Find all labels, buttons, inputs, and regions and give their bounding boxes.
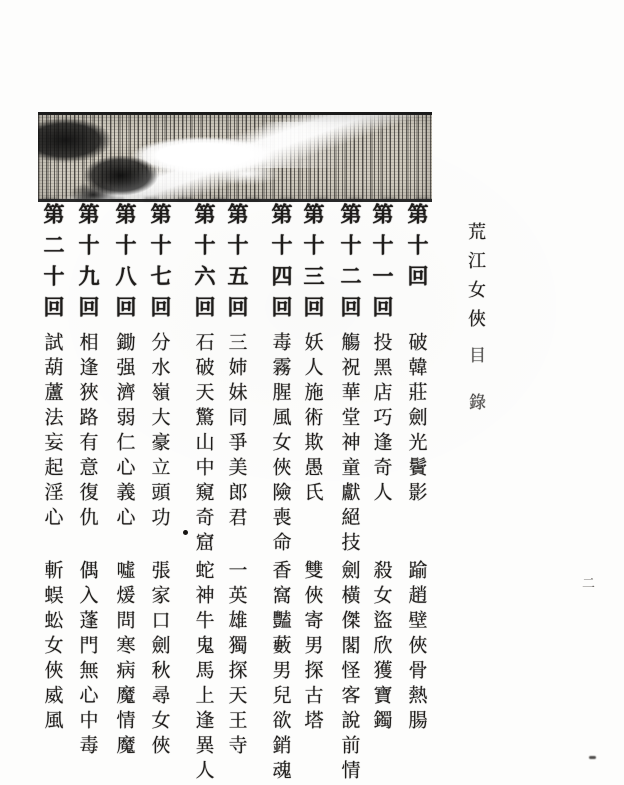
- chapter-number: 第十二回: [338, 203, 362, 327]
- chapter-title-upper: 觴祝華堂神童獻絕技: [338, 332, 361, 557]
- chapter-column-12: [335, 203, 365, 785]
- chapter-title-upper: 妖人施術欺愚氏: [301, 332, 324, 507]
- chapter-number: 第十三回: [301, 203, 325, 327]
- chapter-column-16: [189, 203, 219, 785]
- chapter-title-upper: 試葫蘆法妄起淫心: [41, 332, 64, 532]
- chapter-column-20: [38, 203, 68, 768]
- ink-speck: [183, 530, 188, 535]
- chapter-title-upper: 分水嶺大豪立頭功: [148, 332, 171, 532]
- header-woodcut-illustration: [38, 112, 432, 202]
- chapter-title-lower: 香窩豔藪男兒欲銷魂: [269, 560, 292, 785]
- folio-page-number: 二: [579, 576, 594, 589]
- chapter-title-upper: 相逢狹路有意復仇: [76, 332, 99, 532]
- chapter-column-13: [298, 203, 328, 768]
- chapter-number: 第十一回: [370, 203, 394, 327]
- chapter-title-lower: 張家口劍秋尋女俠: [148, 560, 171, 760]
- chapter-title-upper: 毒霧腥風女俠險喪命: [269, 332, 292, 557]
- chapter-title-lower: 噓煖問寒病魔情魔: [113, 560, 136, 760]
- chapter-number: 第十五回: [225, 203, 249, 327]
- chapter-title-lower: 雙俠寄男探古塔: [301, 560, 324, 735]
- chapter-column-18: [110, 203, 140, 768]
- chapter-title-lower: 劍橫傑閣怪客說前情: [338, 560, 361, 785]
- ink-showthrough-smudge: [42, 197, 442, 201]
- chapter-column-11: [367, 203, 397, 768]
- chapter-title-lower: 殺女盜欣獲寶鐲: [370, 560, 393, 735]
- chapter-title-upper: 三姉妹同爭美郎君: [225, 332, 248, 532]
- chapter-number: 第十回: [405, 203, 429, 296]
- chapter-number: 第十四回: [269, 203, 293, 327]
- chapter-number: 第十七回: [148, 203, 172, 327]
- chapter-title-upper: 鋤强濟弱仁心義心: [113, 332, 136, 532]
- chapter-title-upper: 破韓莊劍光鬢影: [405, 332, 428, 507]
- chapter-column-10: [402, 203, 432, 768]
- chapter-title-lower: 踰趙壁俠骨熱腸: [405, 560, 428, 735]
- chapter-column-15: [222, 203, 252, 768]
- ink-speck: [589, 756, 596, 759]
- chapter-column-17: [145, 203, 175, 768]
- chapter-title-upper: 石破天驚山中窺奇窟: [192, 332, 215, 557]
- book-title: 荒江女俠: [465, 222, 486, 338]
- chapter-title-lower: 斬蜈蚣女俠威風: [41, 560, 64, 735]
- chapter-column-19: [73, 203, 103, 768]
- chapter-title-upper: 投黑店巧逢奇人: [370, 332, 393, 507]
- chapter-title-lower: 偶入蓬門無心中毒: [76, 560, 99, 760]
- chapter-title-lower: 一英雄獨探天王寺: [225, 560, 248, 760]
- section-title: 目錄: [465, 346, 485, 440]
- chapter-number: 第十六回: [192, 203, 216, 327]
- chapter-title-lower: 蛇神牛鬼馬上逢異人: [192, 560, 215, 785]
- chapter-column-14: [266, 203, 296, 785]
- chapter-number: 第二十回: [41, 203, 65, 327]
- chapter-number: 第十八回: [113, 203, 137, 327]
- chapter-number: 第十九回: [76, 203, 100, 327]
